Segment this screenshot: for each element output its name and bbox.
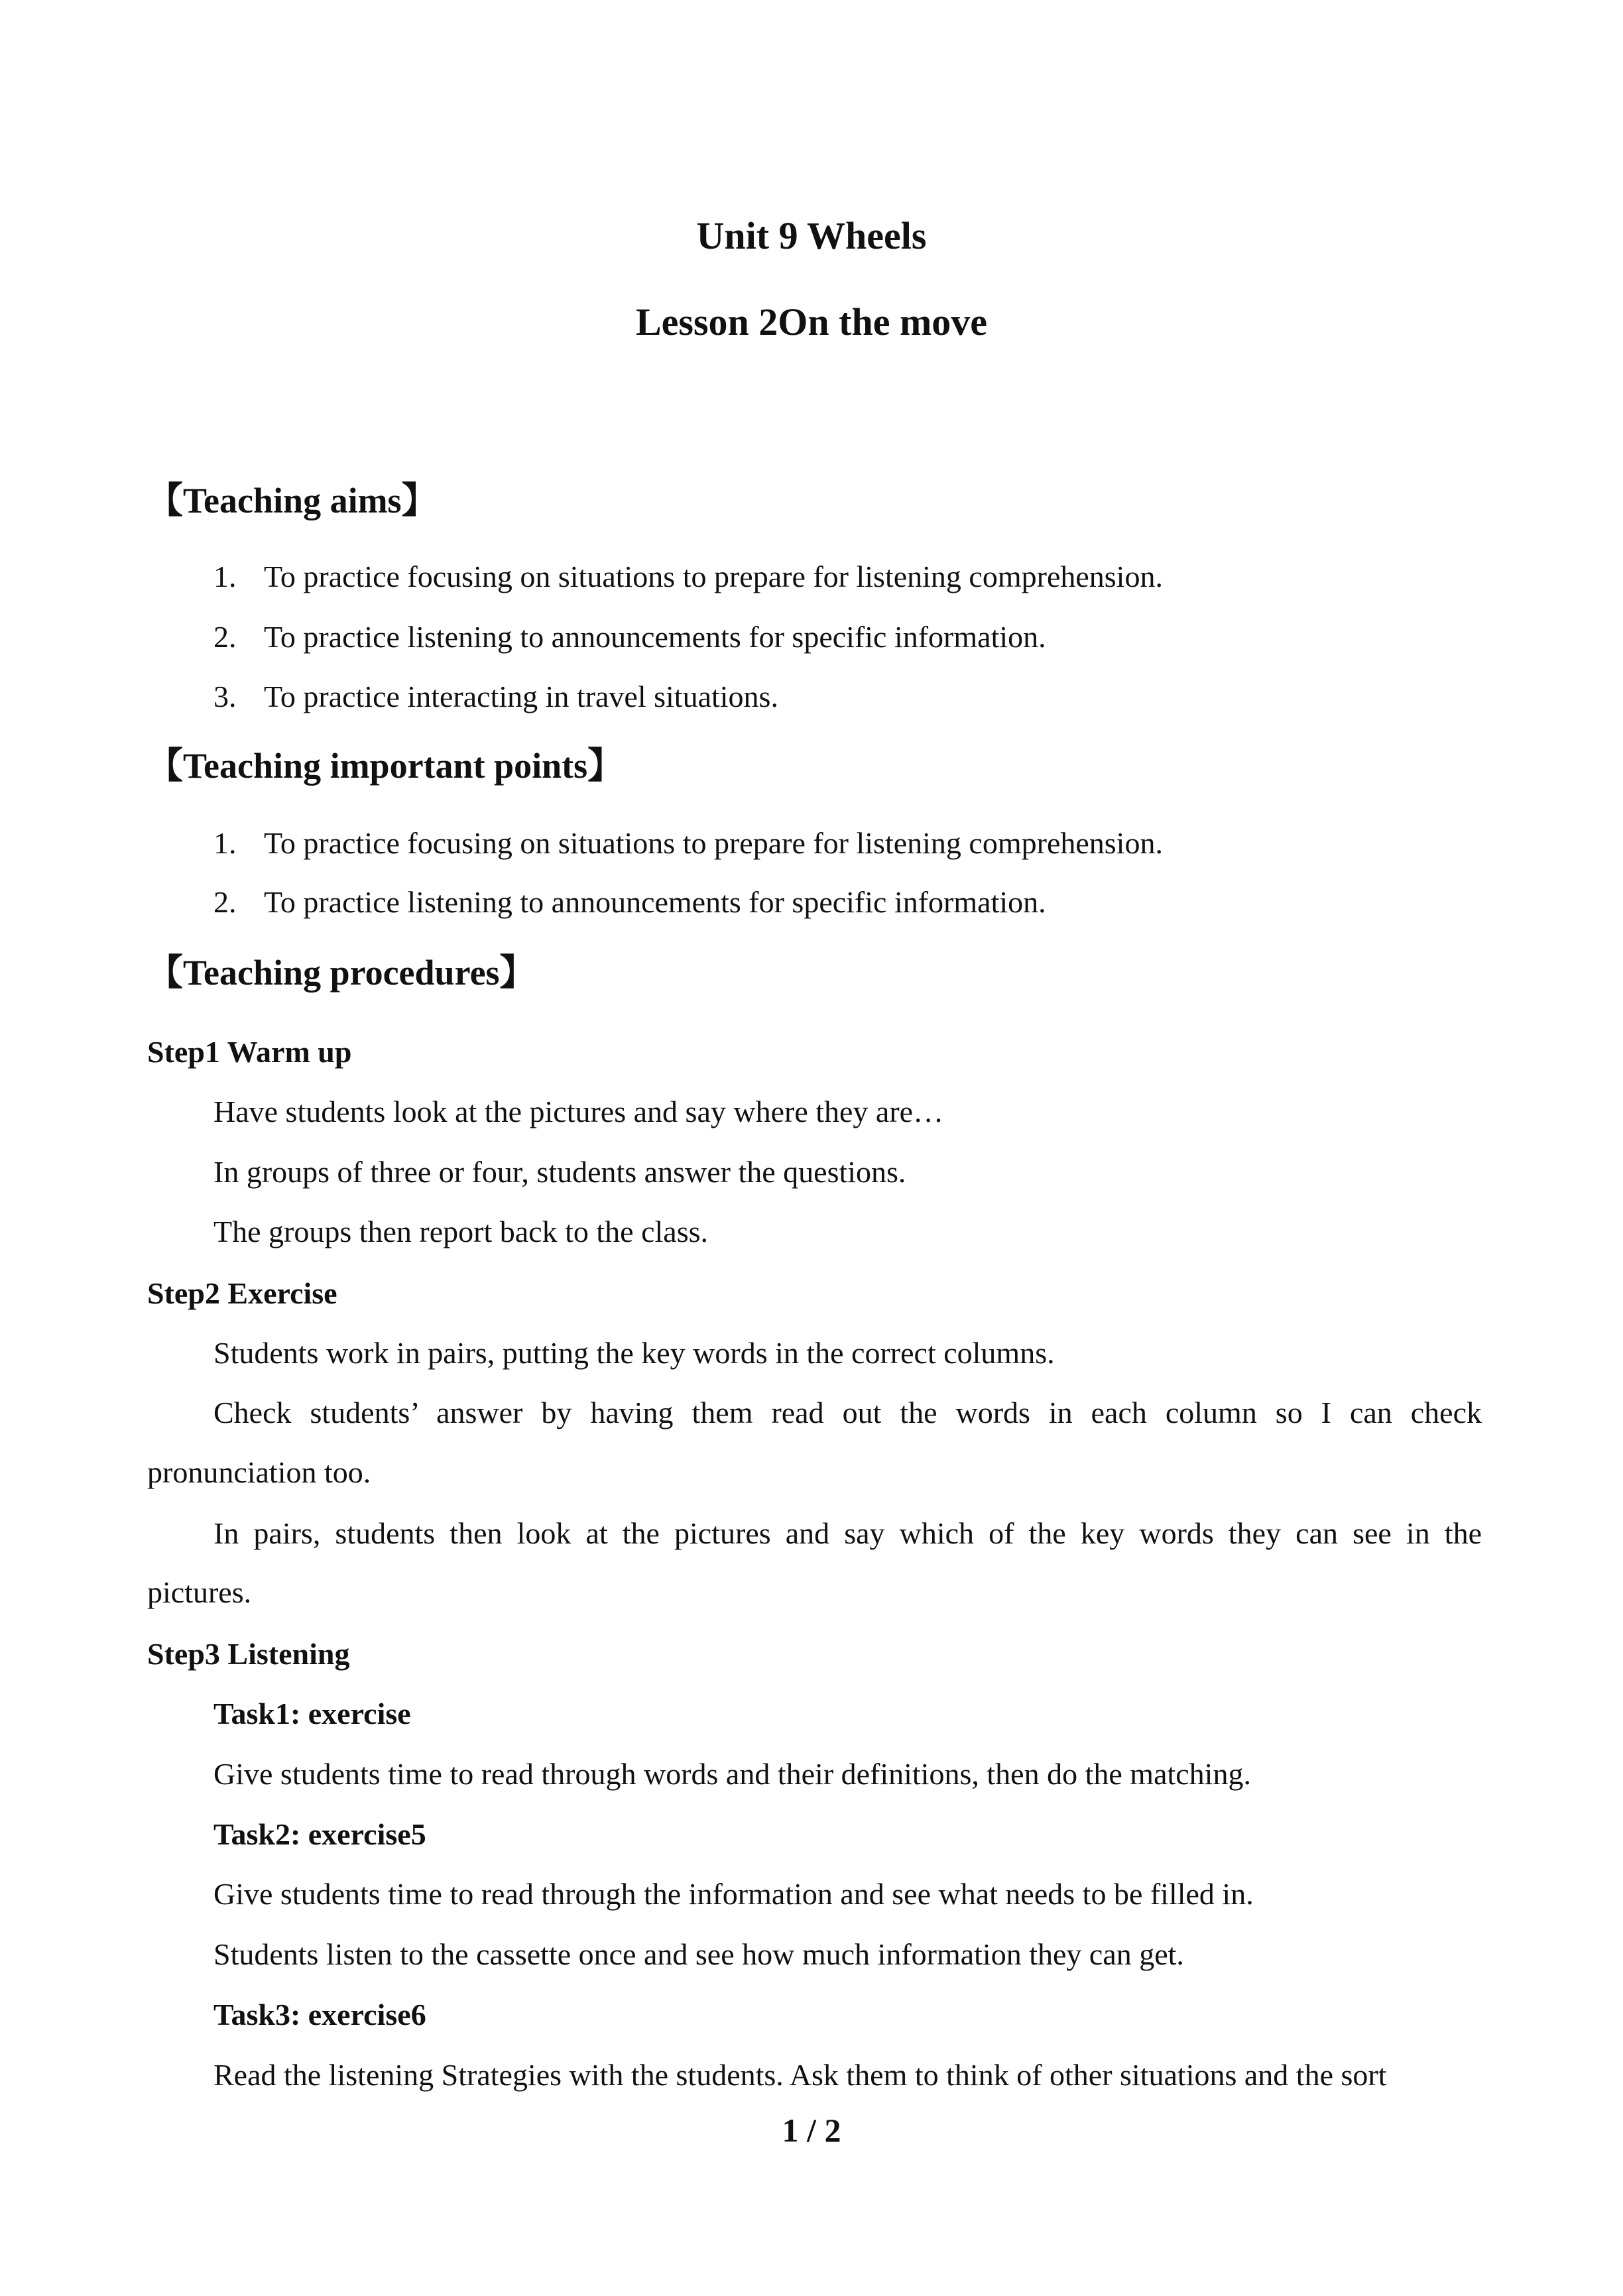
step2-line: Check students’ answer by having them read out the words in each column so I can check <box>213 1396 1482 1429</box>
points-item <box>213 825 1163 861</box>
aims-item <box>213 619 1046 654</box>
aims-item <box>213 679 778 714</box>
task2-line: Give students time to read through the information and see what needs to be filled in. <box>213 1877 1254 1911</box>
section-heading-procedures: 【Teaching procedures】 <box>147 953 536 993</box>
section-heading-points: 【Teaching important points】 <box>147 746 624 786</box>
page-subtitle: Lesson 2On the move <box>635 300 988 343</box>
task2-line: Students listen to the cassette once and see how much information they can get. <box>213 1937 1184 1971</box>
points-item <box>213 884 1046 920</box>
page-title: Unit 9 Wheels <box>696 214 927 257</box>
step2-title: Step2 Exercise <box>147 1276 337 1310</box>
item-text: To practice listening to announcements for specific information. <box>264 620 1046 654</box>
aims-item <box>213 559 1163 594</box>
task3-title: Task3: exercise6 <box>213 1998 426 2031</box>
item-text: To practice focusing on situations to prepare for listening comprehension. <box>264 560 1163 593</box>
step1-line: In groups of three or four, students answer the questions. <box>213 1155 906 1189</box>
task1-title: Task1: exercise <box>213 1697 411 1730</box>
step1-line: Have students look at the pictures and say where they are… <box>213 1095 944 1128</box>
step1-title: Step1 Warm up <box>147 1035 352 1069</box>
task2-title: Task2: exercise5 <box>213 1817 426 1851</box>
item-text: To practice listening to announcements for specific information. <box>264 885 1046 919</box>
step2-line: In pairs, students then look at the pictures and say which of the key words they can see in the <box>213 1516 1482 1550</box>
item-number: 1. <box>213 560 237 593</box>
step2-line-continued: pronunciation too. <box>147 1455 371 1489</box>
item-number: 1. <box>213 826 237 860</box>
item-number: 2. <box>213 885 237 919</box>
task1-line: Give students time to read through words and their definitions, then do the matching. <box>213 1757 1251 1791</box>
section-heading-aims: 【Teaching aims】 <box>147 481 438 520</box>
step3-title: Step3 Listening <box>147 1637 350 1671</box>
task3-line: Read the listening Strategies with the students. Ask them to think of other situations and the sort <box>213 2058 1387 2092</box>
step2-line: Students work in pairs, putting the key words in the correct columns. <box>213 1336 1055 1370</box>
item-text: To practice focusing on situations to prepare for listening comprehension. <box>264 826 1163 860</box>
item-number: 2. <box>213 620 237 654</box>
step2-line-continued: pictures. <box>147 1575 252 1609</box>
page-number: 1 / 2 <box>782 2112 841 2149</box>
step1-line: The groups then report back to the class. <box>213 1215 708 1248</box>
item-number: 3. <box>213 680 237 713</box>
item-text: To practice interacting in travel situations. <box>264 680 778 713</box>
